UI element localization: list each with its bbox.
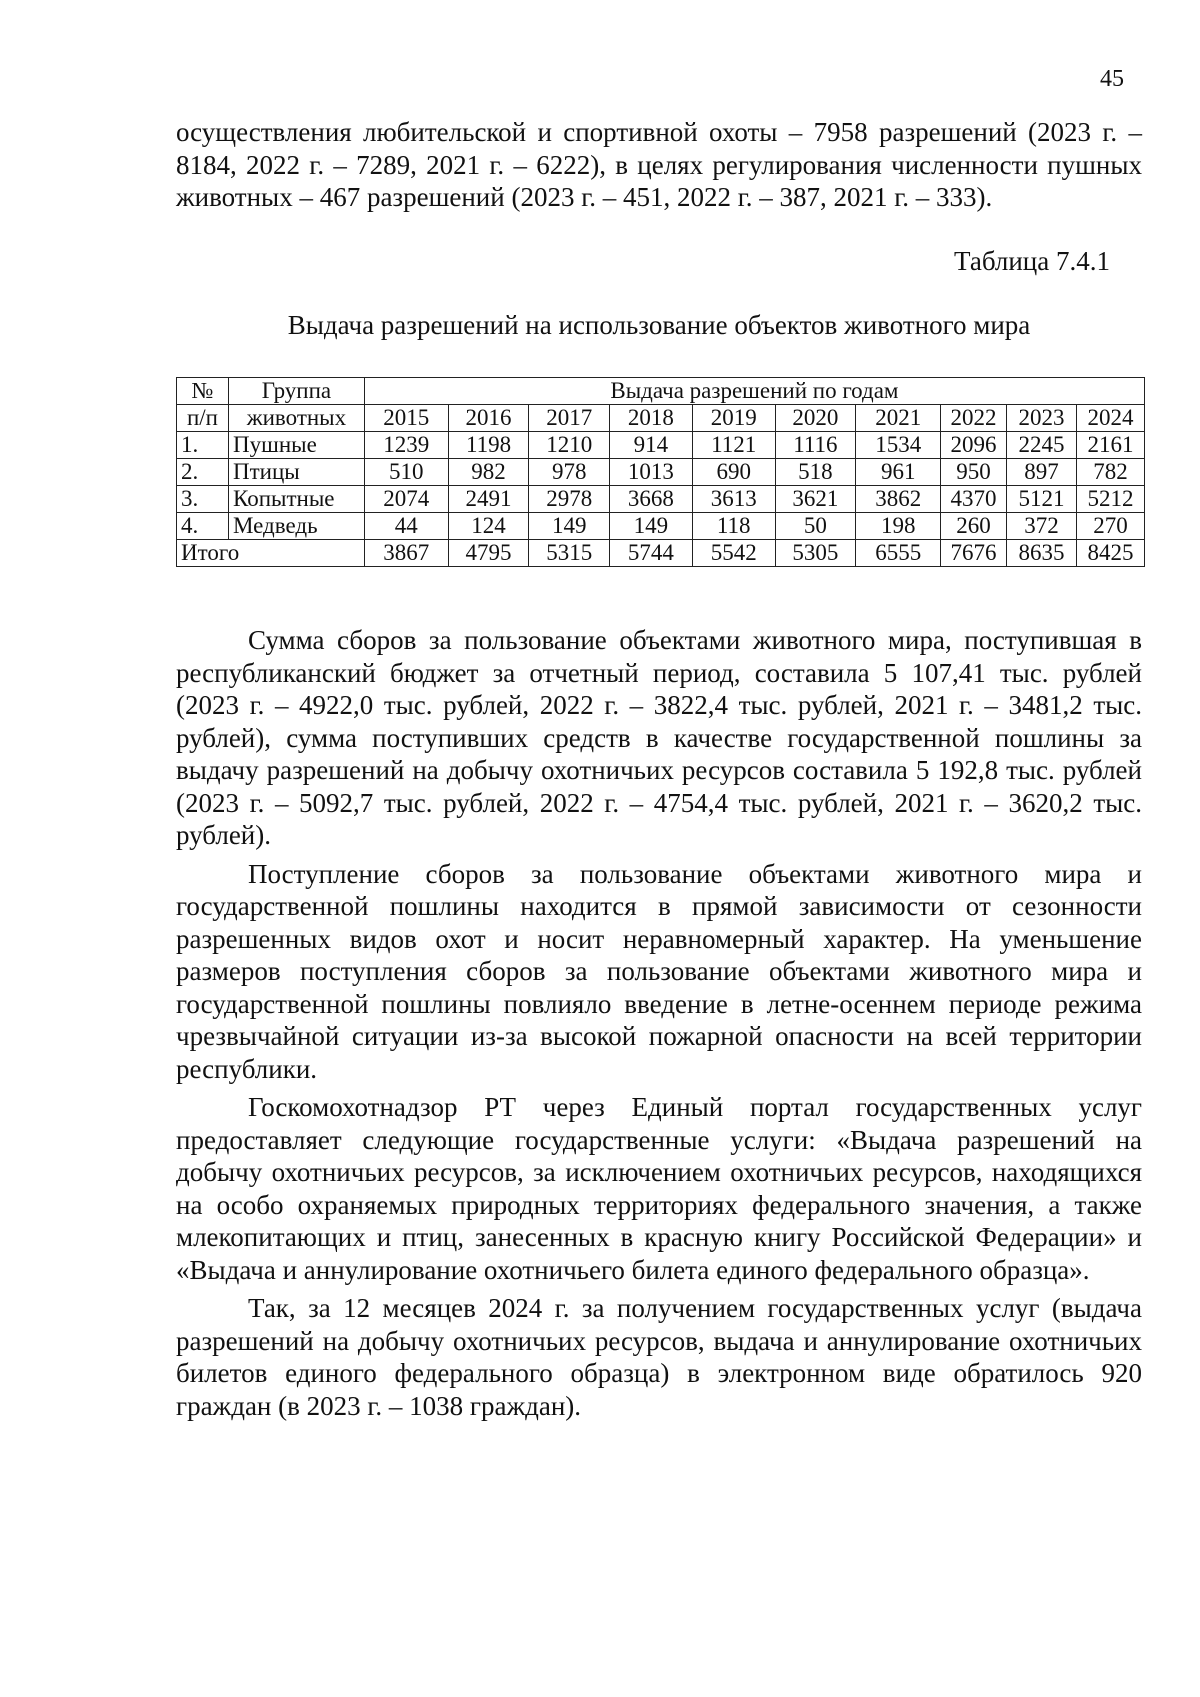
page-number: 45 <box>1100 66 1124 92</box>
row-value: 198 <box>856 513 941 540</box>
body-paragraph: Сумма сборов за пользование объектами животного мира, поступившая в республиканский бюджет за отчетный период, составила 5 107,41 тыс. рублей (2023 г. – 4922,0 тыс. рублей, 2022 г. – 3822,4 тыс. рублей, 2021 г. – 3481,2 тыс. рублей), сумма поступивших средств в качестве государственной пошлины за выдачу разрешений на добычу охотничьих ресурсов составила 5 192,8 тыс. рублей (2023 г. – 5092,7 тыс. рублей, 2022 г. – 4754,4 тыс. рублей, 2021 г. – 3620,2 тыс. рублей). <box>176 625 1142 850</box>
row-value: 982 <box>448 459 529 486</box>
total-value: 6555 <box>856 540 941 567</box>
total-value: 8635 <box>1006 540 1076 567</box>
table-row <box>177 486 1145 513</box>
table-row <box>177 513 1145 540</box>
year-header: 2019 <box>692 405 775 432</box>
row-value: 50 <box>775 513 856 540</box>
header-num-bottom: п/п <box>177 405 229 432</box>
total-value: 5542 <box>692 540 775 567</box>
row-value: 270 <box>1076 513 1144 540</box>
row-value: 1198 <box>448 432 529 459</box>
row-value: 897 <box>1006 459 1076 486</box>
row-value: 44 <box>364 513 448 540</box>
row-value: 5121 <box>1006 486 1076 513</box>
header-group-top: Группа <box>229 378 365 405</box>
row-group: Копытные <box>229 486 365 513</box>
row-value: 978 <box>529 459 610 486</box>
row-value: 2161 <box>1076 432 1144 459</box>
row-value: 1121 <box>692 432 775 459</box>
row-value: 782 <box>1076 459 1144 486</box>
row-group: Медведь <box>229 513 365 540</box>
row-value: 149 <box>529 513 610 540</box>
row-value: 1534 <box>856 432 941 459</box>
total-value: 4795 <box>448 540 529 567</box>
row-value: 950 <box>941 459 1007 486</box>
year-header: 2017 <box>529 405 610 432</box>
row-value: 4370 <box>941 486 1007 513</box>
row-value: 690 <box>692 459 775 486</box>
year-header: 2024 <box>1076 405 1144 432</box>
row-number: 2. <box>177 459 229 486</box>
year-header: 2022 <box>941 405 1007 432</box>
row-value: 961 <box>856 459 941 486</box>
total-value: 5744 <box>610 540 693 567</box>
body-paragraph: Поступление сборов за пользование объектами животного мира и государственной пошлины находится в прямой зависимости от сезонности разрешенных видов охот и носит неравномерный характер. На уменьшение размеров поступления сборов за пользование объектами животного мира и государственной пошлины повлияло введение в летне-осеннем периоде режима чрезвычайной ситуации из-за высокой пожарной опасности на всей территории республики. <box>176 858 1142 1084</box>
row-group: Птицы <box>229 459 365 486</box>
row-value: 3621 <box>775 486 856 513</box>
permits-table <box>176 377 1145 567</box>
total-value: 3867 <box>364 540 448 567</box>
year-header: 2021 <box>856 405 941 432</box>
row-value: 124 <box>448 513 529 540</box>
row-number: 3. <box>177 486 229 513</box>
table-total-row <box>177 540 1145 567</box>
row-value: 2074 <box>364 486 448 513</box>
header-years-title: Выдача разрешений по годам <box>364 378 1144 405</box>
year-header: 2020 <box>775 405 856 432</box>
row-value: 1210 <box>529 432 610 459</box>
row-value: 260 <box>941 513 1007 540</box>
row-value: 2491 <box>448 486 529 513</box>
row-value: 5212 <box>1076 486 1144 513</box>
body-text <box>176 624 1142 1428</box>
row-value: 518 <box>775 459 856 486</box>
header-num-top: № <box>177 378 229 405</box>
body-paragraph: Госкомохотнадзор РТ через Единый портал государственных услуг предоставляет следующие государственные услуги: «Выдача разрешений на добычу охотничьих ресурсов, за исключением охотничьих ресурсов, находящихся на особо охраняемых природных территориях федерального значения, а также млекопитающих и птиц, занесенных в красную книгу Российской Федерации» и «Выдача и аннулирование охотничьего билета единого федерального образца». <box>176 1092 1142 1285</box>
table-title: Выдача разрешений на использование объектов животного мира <box>287 310 1031 340</box>
intro-paragraph: осуществления любительской и спортивной охоты – 7958 разрешений (2023 г. – 8184, 2022 г. – 7289, 2021 г. – 6222), в целях регулирования численности пушных животных – 467 разрешений (2023 г. – 451, 2022 г. – 387, 2021 г. – 333). <box>176 117 1142 212</box>
row-value: 914 <box>610 432 693 459</box>
row-group: Пушные <box>229 432 365 459</box>
row-value: 3668 <box>610 486 693 513</box>
total-value: 7676 <box>941 540 1007 567</box>
header-group-bottom: животных <box>229 405 365 432</box>
body-paragraph: Так, за 12 месяцев 2024 г. за получением государственных услуг (выдача разрешений на добычу охотничьих ресурсов, выдача и аннулирование охотничьих билетов единого федерального образца) в электронном виде обратилось 920 граждан (в 2023 г. – 1038 граждан). <box>176 1293 1142 1421</box>
total-label: Итого <box>177 540 365 567</box>
row-value: 2978 <box>529 486 610 513</box>
year-header: 2023 <box>1006 405 1076 432</box>
row-value: 118 <box>692 513 775 540</box>
table-header-row-2 <box>177 405 1145 432</box>
row-value: 372 <box>1006 513 1076 540</box>
row-number: 4. <box>177 513 229 540</box>
row-value: 149 <box>610 513 693 540</box>
year-header: 2015 <box>364 405 448 432</box>
year-header: 2018 <box>610 405 693 432</box>
table-row <box>177 432 1145 459</box>
table-row <box>177 459 1145 486</box>
intro-paragraph-block <box>176 116 1142 214</box>
row-value: 2096 <box>941 432 1007 459</box>
table-header-row-1 <box>177 378 1145 405</box>
row-value: 1239 <box>364 432 448 459</box>
total-value: 5315 <box>529 540 610 567</box>
year-header: 2016 <box>448 405 529 432</box>
total-value: 5305 <box>775 540 856 567</box>
row-value: 2245 <box>1006 432 1076 459</box>
row-value: 1116 <box>775 432 856 459</box>
row-value: 1013 <box>610 459 693 486</box>
row-number: 1. <box>177 432 229 459</box>
row-value: 3862 <box>856 486 941 513</box>
row-value: 510 <box>364 459 448 486</box>
table-label: Таблица 7.4.1 <box>954 246 1110 276</box>
total-value: 8425 <box>1076 540 1144 567</box>
row-value: 3613 <box>692 486 775 513</box>
